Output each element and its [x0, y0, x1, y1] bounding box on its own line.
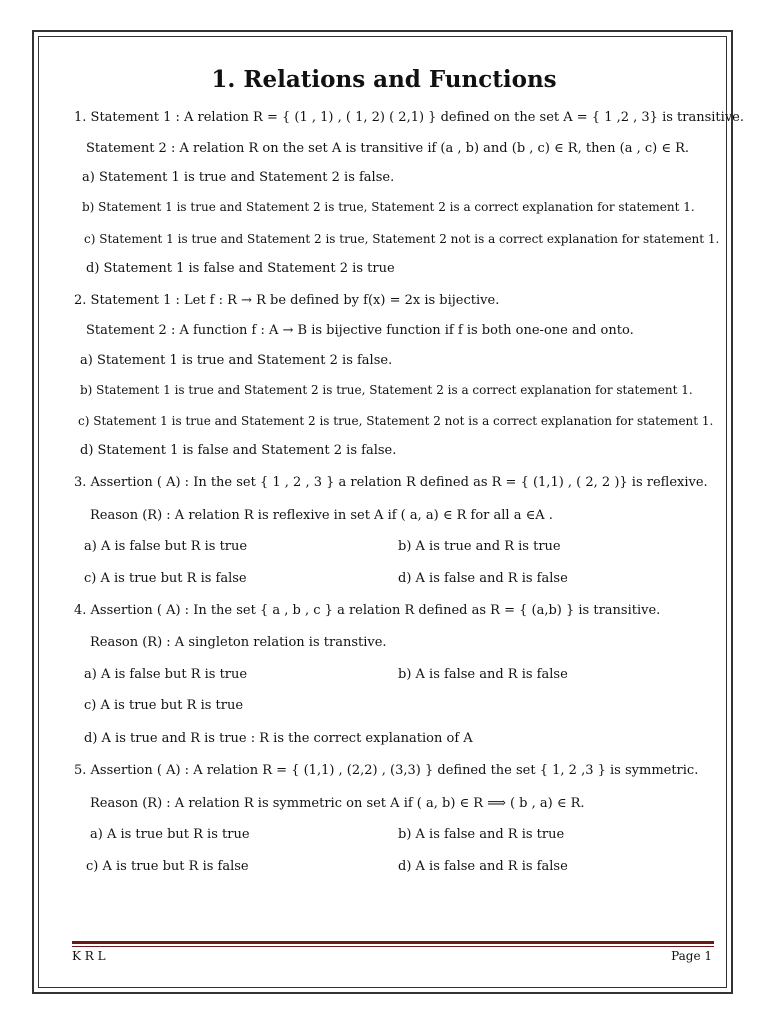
q5-option-b: b) A is false and R is true — [398, 827, 565, 842]
q2-option-a: a) Statement 1 is true and Statement 2 is false. — [80, 353, 393, 368]
q1-option-c: c) Statement 1 is true and Statement 2 is true, Statement 2 not is a correct explanation for statement 1. — [84, 232, 720, 246]
q5-reason: Reason (R) : A relation R is symmetric on set A if ( a, b) ∈ R ⟹ ( b , a) ∈ R. — [90, 796, 585, 811]
q2-option-c: c) Statement 1 is true and Statement 2 is true, Statement 2 not is a correct explanation for statement 1. — [78, 414, 714, 428]
q5-assertion: 5. Assertion ( A) : A relation R = { (1,1) , (2,2) , (3,3) } defined the set { 1, 2 ,3 } is symmetric. — [74, 763, 699, 778]
q3-option-b: b) A is true and R is true — [398, 539, 561, 554]
footer-page-number: Page 1 — [671, 949, 712, 963]
q4-option-c: c) A is true but R is true — [84, 698, 244, 713]
q4-option-d: d) A is true and R is true : R is the correct explanation of A — [84, 731, 473, 746]
q3-option-c: c) A is true but R is false — [84, 571, 247, 586]
q1-option-d: d) Statement 1 is false and Statement 2 is true — [86, 261, 395, 276]
q2-option-d: d) Statement 1 is false and Statement 2 is false. — [80, 443, 397, 458]
q5-option-d: d) A is false and R is false — [398, 859, 568, 874]
q5-option-c: c) A is true but R is false — [86, 859, 249, 874]
footer-rule-thick — [72, 941, 714, 944]
footer-author: K R L — [72, 949, 106, 963]
q4-assertion: 4. Assertion ( A) : In the set { a , b , c } a relation R defined as R = { (a,b) } is transitive. — [74, 603, 661, 618]
q3-assertion: 3. Assertion ( A) : In the set { 1 , 2 , 3 } a relation R defined as R = { (1,1) , ( 2, 2 )} is reflexive. — [74, 475, 708, 490]
q3-option-d: d) A is false and R is false — [398, 571, 568, 586]
q2-statement-2: Statement 2 : A function f : A → B is bijective function if f is both one-one and onto. — [86, 323, 634, 338]
q2-statement-1: 2. Statement 1 : Let f : R → R be defined by f(x) = 2x is bijective. — [74, 293, 500, 308]
q2-option-b: b) Statement 1 is true and Statement 2 is true, Statement 2 is a correct explanation for statement 1. — [80, 383, 693, 397]
q5-option-a: a) A is true but R is true — [90, 827, 250, 842]
q1-statement-1: 1. Statement 1 : A relation R = { (1 , 1) , ( 1, 2) ( 2,1) } defined on the set A = { 1 ,2 , 3} is transitive. — [74, 110, 744, 125]
q3-option-a: a) A is false but R is true — [84, 539, 248, 554]
q4-option-a: a) A is false but R is true — [84, 667, 248, 682]
page-title: 1. Relations and Functions — [211, 66, 557, 93]
q1-statement-2: Statement 2 : A relation R on the set A is transitive if (a , b) and (b , c) ∈ R, then (a , c) ∈ R. — [86, 141, 690, 156]
q4-reason: Reason (R) : A singleton relation is transtive. — [90, 635, 387, 650]
footer-rule-thin — [72, 946, 714, 947]
q4-option-b: b) A is false and R is false — [398, 667, 568, 682]
q1-option-b: b) Statement 1 is true and Statement 2 is true, Statement 2 is a correct explanation for statement 1. — [82, 200, 695, 214]
q1-option-a: a) Statement 1 is true and Statement 2 is false. — [82, 170, 395, 185]
q3-reason: Reason (R) : A relation R is reflexive in set A if ( a, a) ∈ R for all a ∈A . — [90, 508, 553, 523]
